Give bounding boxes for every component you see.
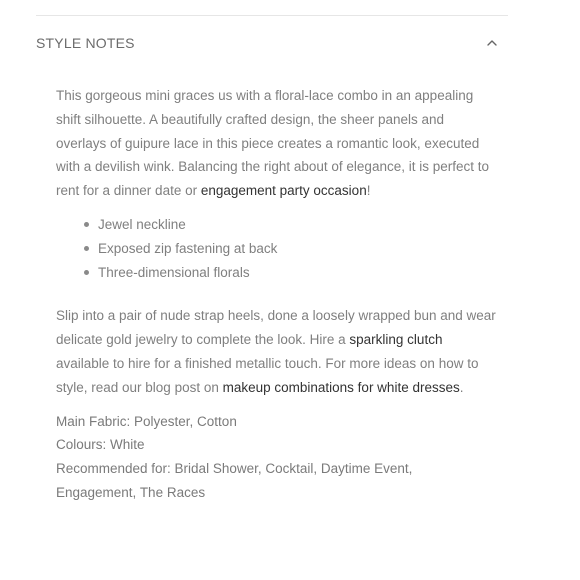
- styling-text: available to hire for a finished metallic touch. For more ideas on how to style, read our blog post on: [56, 355, 479, 395]
- product-specs: [56, 410, 496, 505]
- engagement-party-link[interactable]: engagement party occasion: [200, 183, 367, 199]
- features-list: [56, 213, 496, 284]
- section-divider: [36, 15, 508, 16]
- styling-paragraph: [56, 304, 496, 399]
- list-item: Three-dimensional florals: [98, 261, 496, 285]
- sparkling-clutch-link[interactable]: sparkling clutch: [349, 332, 443, 348]
- styling-text: Slip into a pair of nude strap heels, done a loosely wrapped bun and wear delicate gold jewelry to complete the look. Hire a: [56, 308, 496, 348]
- colours: Colours: White: [56, 437, 145, 453]
- makeup-combinations-link[interactable]: makeup combinations for white dresses: [222, 379, 460, 395]
- punctuation: !: [366, 183, 371, 199]
- recommended-for: Recommended for: Bridal Shower, Cocktail, Daytime Event, Engagement, The Races: [56, 461, 413, 500]
- list-item: Jewel neckline: [98, 213, 496, 237]
- list-item: Exposed zip fastening at back: [98, 237, 496, 261]
- punctuation: .: [459, 379, 464, 395]
- chevron-up-icon[interactable]: [486, 37, 498, 49]
- description-paragraph: [56, 84, 496, 203]
- main-fabric: Main Fabric: Polyester, Cotton: [56, 413, 237, 429]
- description-text: This gorgeous mini graces us with a floral-lace combo in an appealing shift silhouette. A beautifully crafted design, the sheer panels and overlays of guipure lace in this piece creates a romantic look, executed with a devilish wink. Balancing the right about of elegance, it is perfect to rent for a dinner date or: [56, 88, 489, 199]
- section-title: STYLE NOTES: [36, 35, 135, 51]
- style-notes-content: [56, 84, 496, 505]
- style-notes-accordion-header[interactable]: [36, 32, 508, 56]
